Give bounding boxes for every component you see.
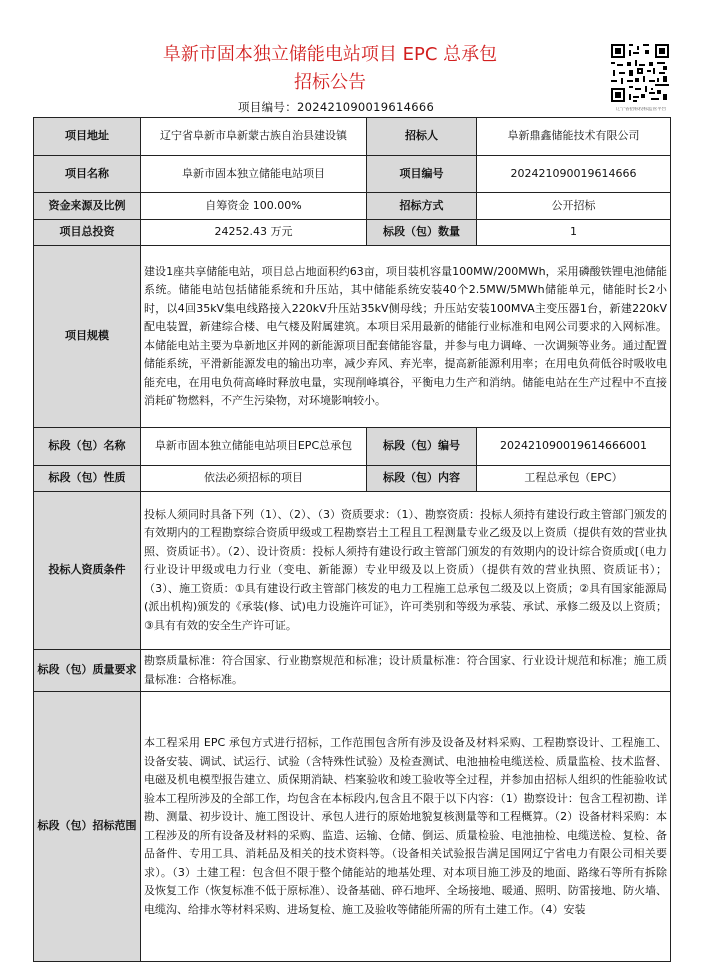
quality-requirement-label: 标段（包）质量要求 (34, 650, 141, 692)
table-row (34, 428, 671, 466)
tenderer-label: 招标人 (367, 118, 477, 156)
tender-method-label: 招标方式 (367, 193, 477, 220)
tender-scope-value: 本工程采用 EPC 承包方式进行招标，工作范围包含所有涉及设备及材料采购、工程勘察设计、工程施工、设备安装、调试、试运行、试验（含特殊性试验）及检查测试、电池抽检电缆送检、质量监检、技术监督、电磁及机电模型报告建立、质保期消缺、档案验收和竣工验收等全过程，并参加由招标人组织的性能验收试验本工程所涉及的全部工作，均包含在本标段内,包含且不限于以下内容：（1）勘察设计：包含工程初勘、详勘、测量、初步设计、施工图设计、承包人进行的原始地貌复核测量等和工程概算。（2）设备材料采购：本工程涉及的所有设备及材料的采购、监造、运输、仓储、倒运、质量检验、电池抽检、电缆送检、复检、备品备件、专用工具、消耗品及相关的技术资料等。（设备相关试验报告满足国网辽宁省电力有限公司相关要求）。（3）土建工程：包含但不限于整个储能站的地基处理、对本项目施工涉及的地面、路缘石等所有拆除及恢复工作（恢复标准不低于原标准）、设备基础、碎石地坪、全场接地、暖通、照明、防雷接地、防火墙、电缆沟、给排水等材料采购、进场复检、施工及验收等储能所需的所有土建工作。（4）安装 (141, 692, 671, 962)
lot-content-value: 工程总承包（EPC） (477, 466, 671, 492)
table-row (34, 220, 671, 246)
tender-method-value: 公开招标 (477, 193, 671, 220)
table-row (34, 650, 671, 692)
qr-caption: 辽宁省招标投标监管平台 (615, 107, 667, 112)
lot-count-label: 标段（包）数量 (367, 220, 477, 246)
notice-subtitle: 招标公告 (294, 72, 366, 93)
table-row (34, 492, 671, 650)
table-row (34, 692, 671, 962)
lot-nature-label: 标段（包）性质 (34, 466, 141, 492)
lot-nature-value: 依法必须招标的项目 (141, 466, 367, 492)
tenderer-value: 阜新鼎鑫储能技术有限公司 (477, 118, 671, 156)
project-address-value: 辽宁省阜新市阜新蒙古族自治县建设镇 (141, 118, 367, 156)
project-code-value: 202421090019614666 (477, 156, 671, 193)
project-address-label: 项目地址 (34, 118, 141, 156)
table-row (34, 466, 671, 492)
project-name-value: 阜新市固本独立储能电站项目 (141, 156, 367, 193)
bidder-qualification-label: 投标人资质条件 (34, 492, 141, 650)
table-row (34, 193, 671, 220)
project-name-label: 项目名称 (34, 156, 141, 193)
table-row (34, 156, 671, 193)
lot-count-value: 1 (477, 220, 671, 246)
project-scale-value: 建设1座共享储能电站，项目总占地面积约63亩，项目装机容量100MW/200MWh，采用磷酸铁锂电池储能系统。储能电站包括储能系统和升压站，其中储能系统安装40个2.5MW/5MWh储能单元，储能时长2小时，以4回35kV集电线路接入220kV升压站35kV侧母线；升压站安装100MVA主变压器1台，新建220kV配电装置，新建综合楼、电气楼及附属建筑。本项目采用最新的储能行业标准和电网公司要求的入网标准。本储能电站主要为阜新地区并网的新能源项目配套储能容量，并参与电力调峰、一次调频等业务。通过配置储能系统，平滑新能源发电的输出功率，减少弃风、弃光率，提高新能源利用率；在用电负荷低谷时吸收电能充电，在用电负荷高峰时释放电量，实现削峰填谷，平衡电力生产和消纳。储能电站在生产过程中不直接消耗矿物燃料，不产生污染物，对环境影响较小。 (141, 246, 671, 428)
notice-title: 阜新市固本独立储能电站项目 EPC 总承包 (162, 44, 498, 65)
lot-code-value: 202421090019614666001 (477, 428, 671, 466)
qr-code-icon[interactable] (611, 44, 669, 102)
tender-scope-label: 标段（包）招标范围 (34, 692, 141, 962)
project-scale-label: 项目规模 (34, 246, 141, 428)
fund-source-value: 自筹资金 100.00% (141, 193, 367, 220)
tender-info-table (33, 117, 671, 962)
quality-requirement-value: 勘察质量标准：符合国家、行业勘察规范和标准；设计质量标准：符合国家、行业设计规范和标准；施工质量标准：合格标准。 (141, 650, 671, 692)
total-investment-value: 24252.43 万元 (141, 220, 367, 246)
table-row (34, 118, 671, 156)
total-investment-label: 项目总投资 (34, 220, 141, 246)
bidder-qualification-value: 投标人须同时具备下列（1）、（2）、（3）资质要求：（1）、勘察资质：投标人须持有建设行政主管部门颁发的有效期内的工程勘察综合资质甲级或工程勘察岩土工程且工程测量专业乙级及以上资质（提供有效的营业执照、资质证书）。（2）、设计资质：投标人须持有建设行政主管部门颁发的有效期内的设计综合资质或[（电力行业设计甲级或电力行业（变电、新能源）专业甲级及以上资质）（提供有效的营业执照、资质证书）；（3）、施工资质：①具有建设行政主管部门核发的电力工程施工总承包二级及以上资质；②具有国家能源局(派出机构)颁发的《承装(修、试)电力设施许可证》，许可类别和等级为承装、承试、承修二级及以上资质；③具有有效的安全生产许可证。 (141, 492, 671, 650)
lot-name-label: 标段（包）名称 (34, 428, 141, 466)
project-code-label: 项目编号 (367, 156, 477, 193)
lot-code-label: 标段（包）编号 (367, 428, 477, 466)
fund-source-label: 资金来源及比例 (34, 193, 141, 220)
lot-name-value: 阜新市固本独立储能电站项目EPC总承包 (141, 428, 367, 466)
lot-content-label: 标段（包）内容 (367, 466, 477, 492)
project-number-line: 项目编号：202421090019614666 (238, 100, 435, 114)
table-row (34, 246, 671, 428)
